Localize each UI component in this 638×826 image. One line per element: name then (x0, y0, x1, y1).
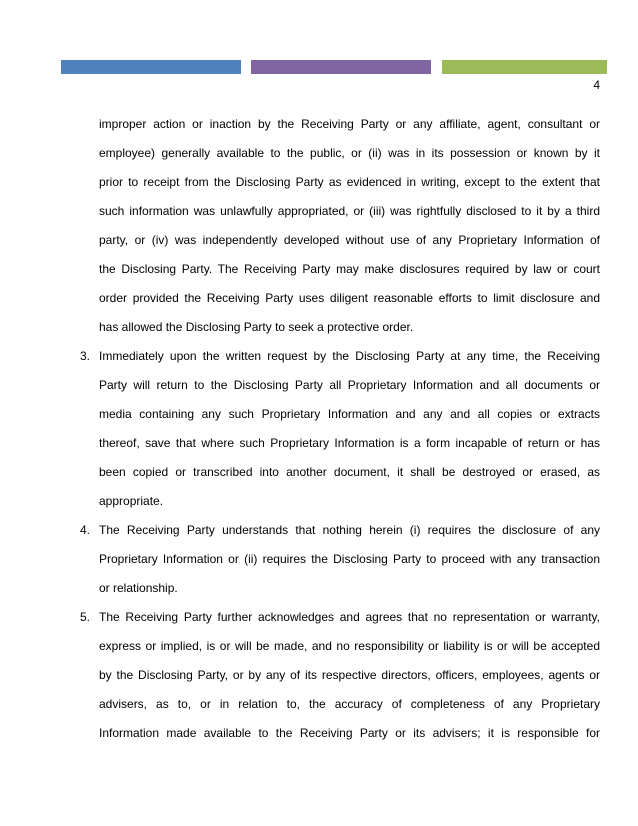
list-item-text: The Receiving Party understands that nothing herein (i) requires the disclosure of any (99, 523, 600, 537)
text-line: appropriate. (99, 494, 164, 508)
header-color-bars (61, 60, 607, 74)
text-line: such information was unlawfully appropriated, or (iii) was rightfully disclosed to it by a third (99, 204, 600, 218)
header-bar-purple (251, 60, 431, 74)
list-number: 5. (80, 610, 91, 624)
text-line: advisers, as to, or in relation to, the accuracy of completeness of any Proprietary (99, 697, 600, 711)
text-line: media containing any such Proprietary Information and any and all copies or extracts (99, 407, 600, 421)
text-line: improper action or inaction by the Receiving Party or any affiliate, agent, consultant or (99, 117, 600, 131)
list-item-5-line (80, 606, 600, 629)
list-item-3-line (80, 345, 600, 368)
text-line: Party will return to the Disclosing Party all Proprietary Information and all documents or (99, 378, 600, 392)
text-line: or relationship. (99, 581, 178, 595)
document-body (80, 113, 600, 751)
header-bar-blue (61, 60, 241, 74)
text-line: Information made available to the Receiving Party or its advisers; it is responsible for (99, 726, 600, 740)
text-line: has allowed the Disclosing Party to seek a protective order. (99, 320, 414, 334)
text-line: prior to receipt from the Disclosing Party as evidenced in writing, except to the extent that (99, 175, 600, 189)
text-line: employee) generally available to the public, or (ii) was in its possession or known by it (99, 146, 600, 160)
text-line: the Disclosing Party. The Receiving Party may make disclosures required by law or court (99, 262, 600, 276)
text-line: Proprietary Information or (ii) requires the Disclosing Party to proceed with any transaction (99, 552, 600, 566)
list-number: 3. (80, 349, 91, 363)
list-item-4-line (80, 519, 600, 542)
list-item-text: The Receiving Party further acknowledges and agrees that no representation or warranty, (99, 610, 600, 624)
text-line: order provided the Receiving Party uses diligent reasonable efforts to limit disclosure and (99, 291, 600, 305)
page-number: 4 (593, 78, 600, 92)
text-line: party, or (iv) was independently developed without use of any Proprietary Information of (99, 233, 600, 247)
list-item-text: Immediately upon the written request by the Disclosing Party at any time, the Receiving (99, 349, 600, 363)
list-number: 4. (80, 523, 91, 537)
text-line: by the Disclosing Party, or by any of its respective directors, officers, employees, agents or (99, 668, 600, 682)
text-line: been copied or transcribed into another document, it shall be destroyed or erased, as (99, 465, 600, 479)
text-line: express or implied, is or will be made, and no responsibility or liability is or will be accepted (99, 639, 600, 653)
text-line: thereof, save that where such Proprietary Information is a form incapable of return or has (99, 436, 600, 450)
header-bar-green (442, 60, 607, 74)
